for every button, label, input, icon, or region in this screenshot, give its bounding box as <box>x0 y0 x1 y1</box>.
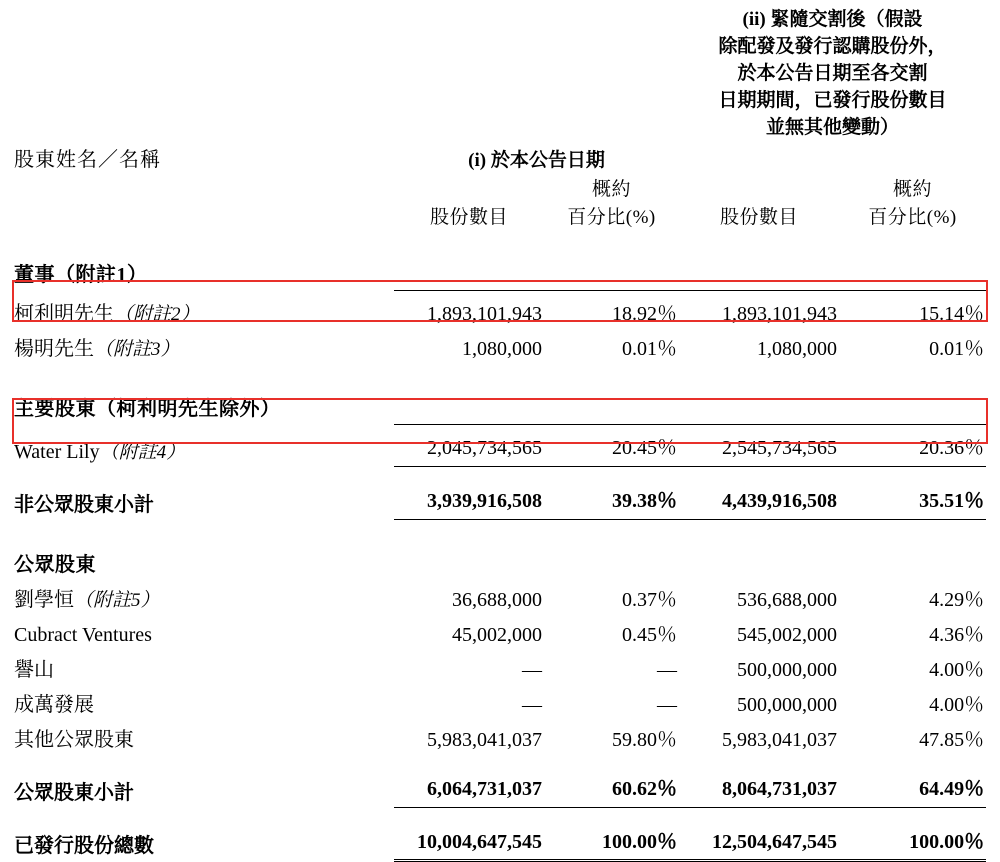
row-label: 公眾股東小計 <box>14 781 134 804</box>
shareholding-table-body <box>14 244 986 862</box>
table-row <box>14 329 986 364</box>
subheader-pct-i-line1: 概約 <box>591 179 631 200</box>
section-title: 公眾股東 <box>14 554 96 576</box>
table-row <box>14 822 986 861</box>
cell-pct-i: 0.37％ <box>622 589 677 611</box>
row-label: Cubract Ventures <box>14 624 152 646</box>
cell-shares-ii: 12,504,647,545 <box>679 822 839 861</box>
cell-pct-i: 18.92％ <box>544 291 679 330</box>
cell-pct-ii: 4.36％ <box>929 624 985 646</box>
cell-shares-i: 36,688,000 <box>452 589 542 611</box>
subheader-shares-i <box>394 176 544 238</box>
header-blank-3 <box>544 6 679 143</box>
subheader-shares-i-label: 股份數目 <box>429 207 508 228</box>
cell-shares-ii: 8,064,731,037 <box>679 769 839 808</box>
subheader-pct-ii-line2: 百分比(%) <box>868 207 957 228</box>
header-col-ii-line-1: (ii) 緊隨交割後（假設 <box>742 9 923 30</box>
cell-shares-i: 10,004,647,545 <box>394 822 544 861</box>
cell-shares-ii: 536,688,000 <box>737 589 837 611</box>
cell-pct-ii: 100.00％ <box>839 822 986 861</box>
cell-pct-ii: 0.01％ <box>929 338 985 360</box>
table-row <box>14 650 986 685</box>
subheader-pct-i <box>544 176 679 238</box>
table-row <box>14 769 986 808</box>
cell-shares-i: 45,002,000 <box>452 624 542 646</box>
header-blank-4 <box>679 143 839 176</box>
header-col-i: (i) 於本公告日期 <box>468 150 605 171</box>
shareholding-table <box>14 6 986 238</box>
header-col-ii-line-3: 於本公告日期至各交割 <box>737 63 928 84</box>
row-spacer <box>14 467 986 482</box>
cell-shares-i: 1,080,000 <box>462 338 542 360</box>
row-label: 劉學恒（附註5） <box>14 589 160 611</box>
document-page <box>0 6 1000 857</box>
subheader-pct-ii-line1: 概約 <box>893 179 933 200</box>
cell-shares-ii: 500,000,000 <box>737 694 837 716</box>
cell-shares-i: 3,939,916,508 <box>394 481 544 520</box>
cell-pct-i: 60.62％ <box>544 769 679 808</box>
cell-pct-ii: 35.51％ <box>839 481 986 520</box>
subheader-pct-ii <box>839 176 986 238</box>
header-blank-2 <box>394 6 544 143</box>
cell-shares-i: 2,045,734,565 <box>394 425 544 467</box>
cell-shares-ii: 500,000,000 <box>737 659 837 681</box>
cell-pct-ii: 4.00％ <box>929 694 985 716</box>
cell-pct-i: 100.00％ <box>544 822 679 861</box>
cell-shares-ii: 4,439,916,508 <box>679 481 839 520</box>
subheader-shares-ii <box>679 176 839 238</box>
header-name-column: 股東姓名／名稱 <box>14 149 161 171</box>
cell-shares-ii: 1,080,000 <box>757 338 837 360</box>
cell-shares-ii: 2,545,734,565 <box>679 425 839 467</box>
subheader-shares-ii-label: 股份數目 <box>719 207 798 228</box>
row-spacer <box>14 808 986 823</box>
row-spacer <box>14 755 986 769</box>
cell-pct-i: 0.45％ <box>622 624 677 646</box>
cell-pct-i: 39.38％ <box>544 481 679 520</box>
section-title: 主要股東（柯利明先生除外） <box>14 398 281 420</box>
header-blank-5 <box>839 143 986 176</box>
header-row-sub <box>14 176 986 238</box>
row-note: （附註3） <box>94 339 180 360</box>
cell-shares-i: 1,893,101,943 <box>394 291 544 330</box>
cell-pct-i: 0.01％ <box>622 338 677 360</box>
table-row <box>14 291 986 330</box>
cell-pct-ii: 15.14％ <box>839 291 986 330</box>
cell-pct-ii: 47.85％ <box>919 729 985 751</box>
row-label: Water Lily（附註4） <box>14 440 186 463</box>
section-title-row <box>14 244 986 291</box>
cell-pct-ii: 4.29％ <box>929 589 985 611</box>
cell-pct-i: 59.80％ <box>612 729 677 751</box>
cell-shares-i: — <box>522 694 542 716</box>
row-label: 其他公眾股東 <box>14 729 134 751</box>
header-row-ii-block <box>14 6 986 143</box>
subheader-pct-i-line2: 百分比(%) <box>567 207 656 228</box>
cell-shares-i: — <box>522 659 542 681</box>
header-blank-1 <box>14 6 394 143</box>
header-col-ii <box>679 6 986 143</box>
row-label: 譽山 <box>14 659 54 681</box>
cell-shares-i: 6,064,731,037 <box>394 769 544 808</box>
cell-shares-ii: 1,893,101,943 <box>679 291 839 330</box>
cell-pct-i: 20.45％ <box>544 425 679 467</box>
cell-shares-ii: 545,002,000 <box>737 624 837 646</box>
cell-pct-ii: 20.36％ <box>839 425 986 467</box>
header-col-ii-line-5: 並無其他變動） <box>766 117 900 138</box>
header-col-ii-line-4: 日期期間，已發行股份數目 <box>718 90 947 111</box>
table-row <box>14 720 986 755</box>
table-body <box>14 6 986 238</box>
section-title-row <box>14 378 986 425</box>
row-spacer <box>14 364 986 378</box>
table-row <box>14 481 986 520</box>
cell-pct-ii: 4.00％ <box>929 659 985 681</box>
cell-shares-ii: 5,983,041,037 <box>722 729 837 751</box>
table-row <box>14 425 986 467</box>
table-row <box>14 615 986 650</box>
row-label: 已發行股份總數 <box>14 834 154 857</box>
row-spacer <box>14 520 986 535</box>
subheader-blank <box>14 176 394 238</box>
row-label: 柯利明先生（附註2） <box>14 303 200 325</box>
cell-pct-i: — <box>657 659 677 681</box>
cell-pct-i: — <box>657 694 677 716</box>
row-note: （附註4） <box>99 441 186 463</box>
section-title: 董事（附註1） <box>14 264 148 286</box>
row-label: 非公眾股東小計 <box>14 493 154 516</box>
row-note: （附註2） <box>114 304 200 325</box>
row-label: 楊明先生（附註3） <box>14 338 180 360</box>
row-note: （附註5） <box>74 590 160 611</box>
cell-shares-i: 5,983,041,037 <box>427 729 542 751</box>
table-row <box>14 580 986 615</box>
section-title-row <box>14 534 986 580</box>
table-row <box>14 685 986 720</box>
header-col-ii-line-2: 除配發及發行認購股份外， <box>718 36 947 57</box>
row-label: 成萬發展 <box>14 694 94 716</box>
cell-pct-ii: 64.49％ <box>839 769 986 808</box>
data-rows <box>14 244 986 861</box>
header-row-main <box>14 143 986 176</box>
